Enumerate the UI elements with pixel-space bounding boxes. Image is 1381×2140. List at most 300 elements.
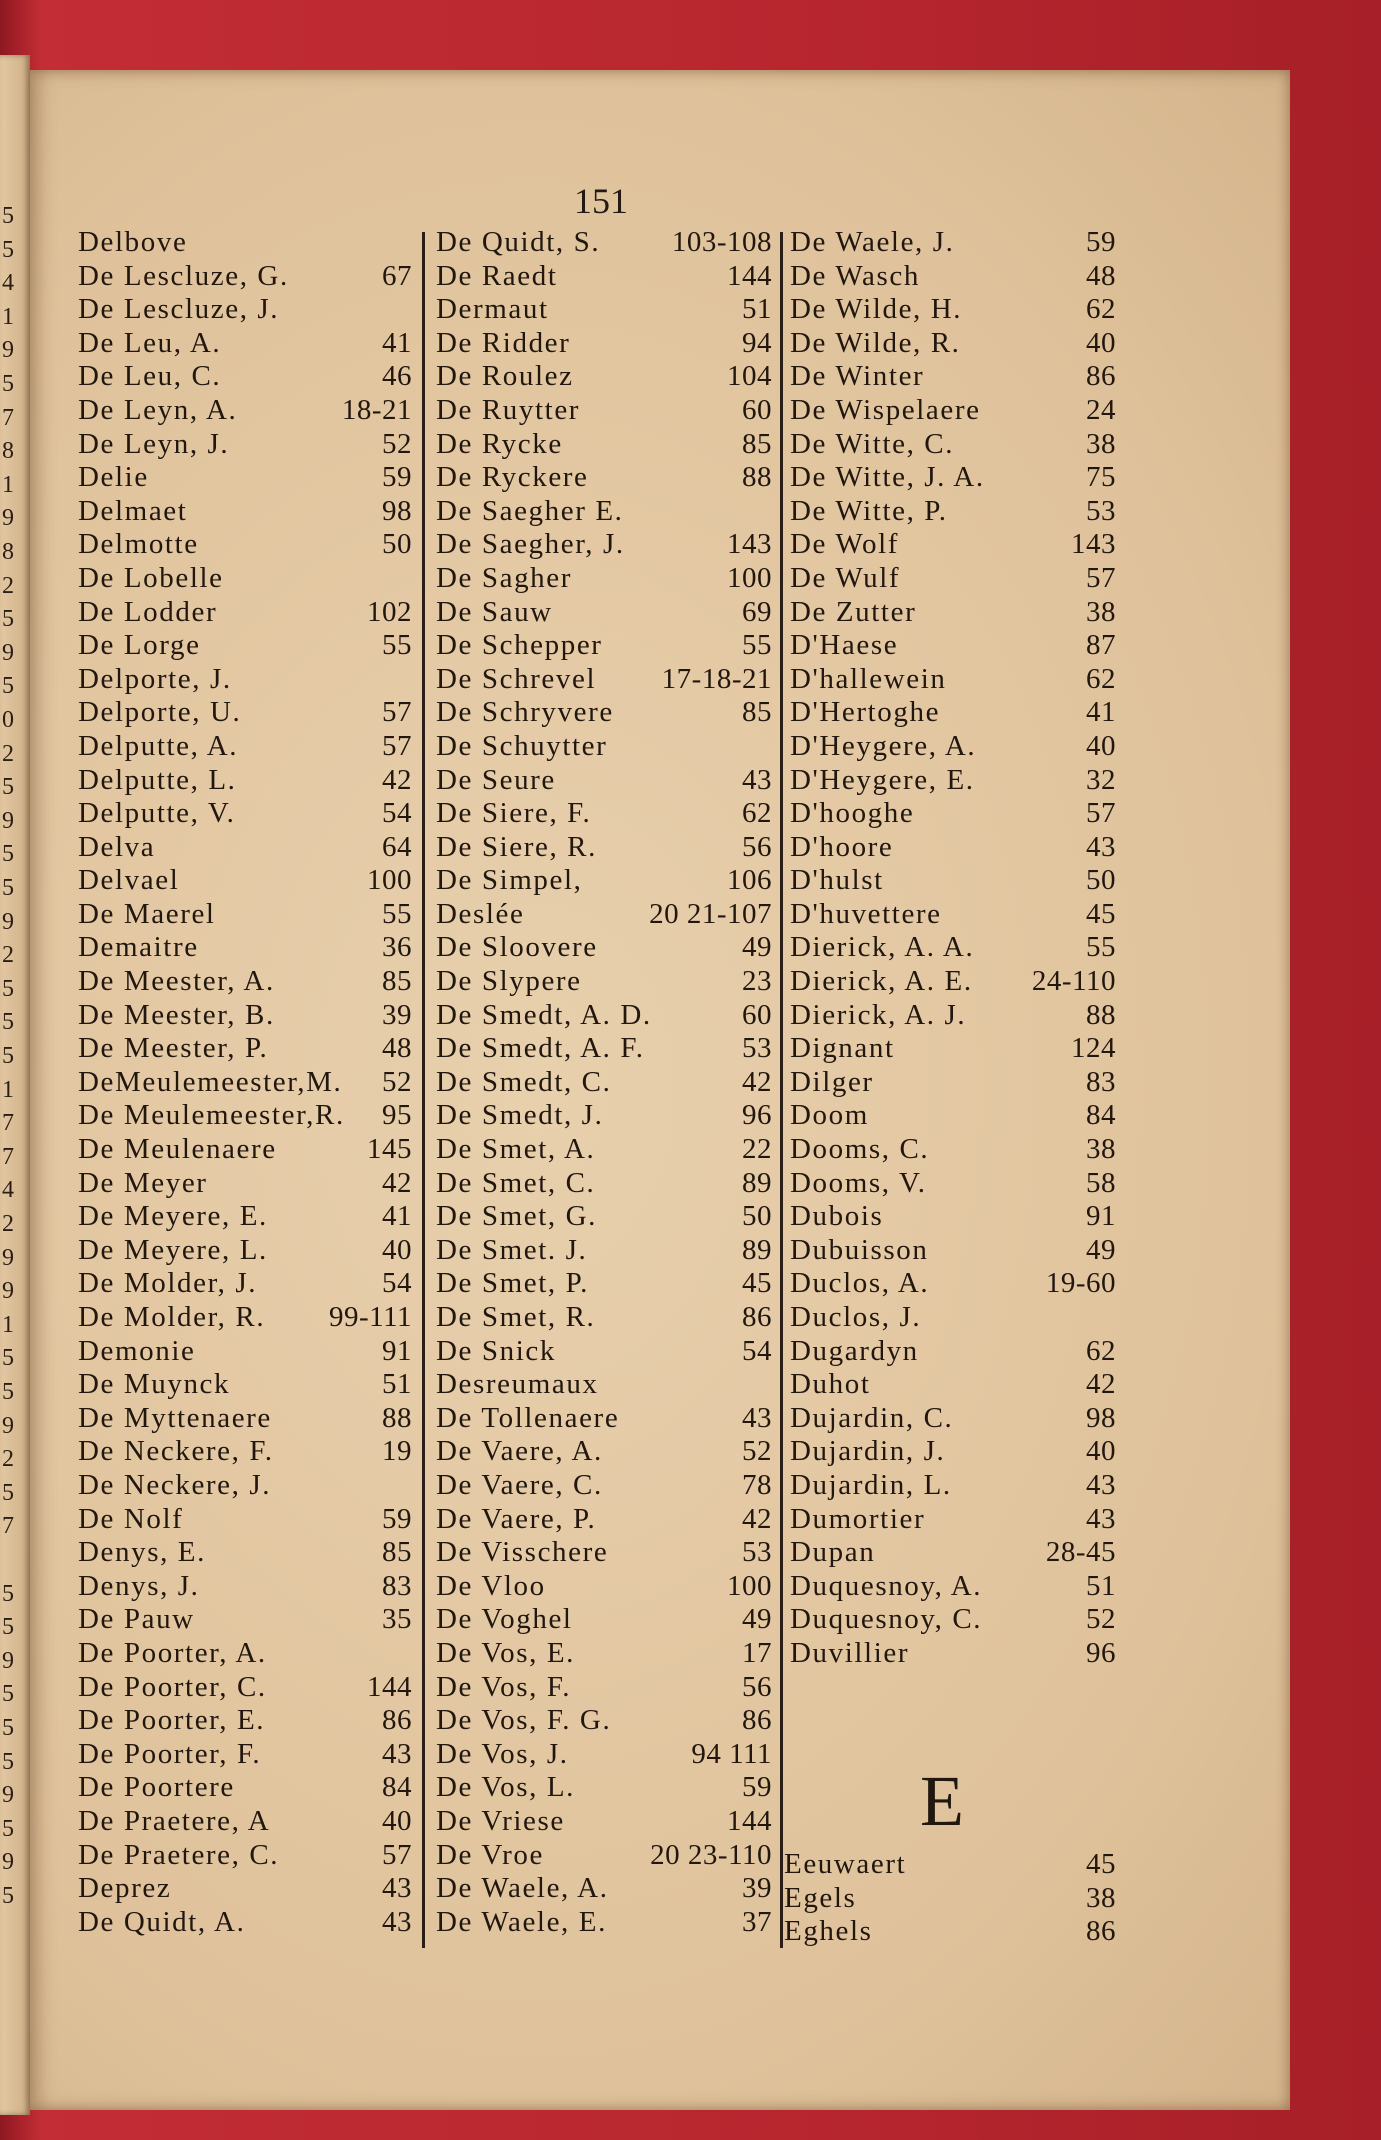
- entry-name: De Neckere, F.: [78, 1435, 274, 1468]
- entry-name: De Lobelle: [78, 561, 224, 594]
- index-entry: [790, 1200, 1116, 1234]
- index-entry: [790, 226, 1116, 260]
- index-entry: [790, 1603, 1116, 1637]
- entry-name: Delva: [78, 830, 156, 863]
- entry-name: Dierick, A. A.: [790, 931, 975, 964]
- entry-page-ref: 57: [382, 1838, 412, 1871]
- entry-page-ref: 86: [1086, 360, 1116, 393]
- entry-page-ref: 100: [727, 1569, 772, 1602]
- index-entry: [436, 495, 772, 529]
- entry-name: Duvillier: [790, 1636, 910, 1669]
- index-entry: [790, 428, 1116, 462]
- entry-name: De Schepper: [436, 629, 603, 662]
- edge-digit: 5: [2, 1883, 14, 1909]
- entry-name: De Smedt, J.: [436, 1099, 604, 1132]
- entry-page-ref: 43: [1086, 1468, 1116, 1501]
- entry-page-ref: 51: [1086, 1569, 1116, 1602]
- entry-name: Delvael: [78, 864, 180, 897]
- entry-name: De Visschere: [436, 1536, 609, 1569]
- entry-name: Delputte, A.: [78, 729, 239, 762]
- entry-page-ref: 53: [742, 1536, 772, 1569]
- index-entry: [78, 764, 412, 798]
- entry-name: De Maerel: [78, 897, 216, 930]
- edge-digit: 1: [2, 1311, 14, 1338]
- entry-name: De Raedt: [436, 259, 558, 292]
- entry-page-ref: 96: [742, 1099, 772, 1132]
- edge-digit: 2: [2, 572, 14, 599]
- edge-digit: 9: [2, 639, 14, 666]
- entry-name: Dierick, A. J.: [790, 998, 967, 1031]
- index-entry: [78, 260, 412, 294]
- index-entry: [790, 562, 1116, 596]
- entry-page-ref: 23: [742, 965, 772, 998]
- index-entry: [78, 1368, 412, 1402]
- entry-name: De Vriese: [436, 1804, 565, 1837]
- entry-name: De Leyn, J.: [78, 427, 230, 460]
- previous-page-edge: [0, 55, 30, 2115]
- index-entry: [78, 730, 412, 764]
- entry-name: De Smedt, A. D.: [436, 998, 652, 1031]
- entry-name: De Sloovere: [436, 931, 598, 964]
- entry-page-ref: 55: [382, 897, 412, 930]
- entry-name: De Molder, R.: [78, 1301, 266, 1333]
- index-entry: [78, 898, 412, 932]
- entry-name: Dierick, A. E.: [790, 965, 973, 998]
- index-entry: [436, 1570, 772, 1604]
- index-entry: [436, 931, 772, 965]
- index-entry: [790, 965, 1116, 999]
- entry-name: De Vloo: [436, 1569, 546, 1602]
- entry-name: Dugardyn: [790, 1334, 919, 1367]
- column-divider-2: [780, 232, 783, 1948]
- entry-name: De Vos, F. G.: [436, 1704, 612, 1737]
- entry-name: De Vos, E.: [436, 1636, 575, 1669]
- edge-digit: 9: [2, 1647, 14, 1674]
- entry-name: Delporte, J.: [78, 662, 232, 695]
- entry-page-ref: 85: [742, 427, 772, 460]
- entry-page-ref: 62: [1086, 1334, 1116, 1367]
- entry-name: Dujardin, L.: [790, 1468, 952, 1501]
- entry-name: De Schrevel: [436, 662, 597, 695]
- entry-name: De Snick: [436, 1334, 556, 1367]
- entry-page-ref: 86: [742, 1301, 772, 1333]
- entry-page-ref: 52: [382, 1065, 412, 1098]
- index-entry: [436, 797, 772, 831]
- index-entry: [78, 1301, 412, 1335]
- entry-name: D'hooghe: [790, 797, 915, 830]
- entry-name: De Meulemeester,R.: [78, 1099, 345, 1132]
- page-number: 151: [574, 181, 628, 221]
- entry-name: Demonie: [78, 1334, 196, 1367]
- index-entry: [78, 1234, 412, 1268]
- entry-page-ref: 144: [727, 259, 772, 292]
- entry-page-ref: 55: [742, 629, 772, 662]
- entry-name: D'Haese: [790, 629, 899, 662]
- edge-digit: 5: [2, 1479, 14, 1506]
- edge-digit: 5: [2, 1043, 14, 1069]
- entry-name: De Lodder: [78, 595, 218, 628]
- index-entry: [790, 764, 1116, 798]
- index-entry: [790, 461, 1116, 495]
- entry-name: Duclos, A.: [790, 1267, 930, 1300]
- entry-page-ref: 37: [742, 1905, 772, 1938]
- index-entry: [790, 260, 1116, 294]
- entry-name: Duquesnoy, A.: [790, 1569, 983, 1602]
- entry-name: D'hoore: [790, 830, 894, 863]
- entry-name: Delie: [78, 461, 149, 494]
- entry-page-ref: 98: [1086, 1401, 1116, 1434]
- entry-page-ref: 41: [382, 326, 412, 359]
- entry-name: De Vaere, P.: [436, 1502, 597, 1535]
- entry-page-ref: 85: [382, 965, 412, 998]
- entry-name: Dooms, V.: [790, 1166, 927, 1199]
- entry-name: De Vaere, A.: [436, 1435, 603, 1468]
- index-entry: [436, 293, 772, 327]
- index-entry: [790, 663, 1116, 697]
- index-entry: [78, 596, 412, 630]
- entry-page-ref: 43: [382, 1737, 412, 1770]
- entry-name: De Meyere, L.: [78, 1233, 268, 1266]
- entry-name: De Wasch: [790, 259, 920, 292]
- entry-name: De Lescluze, G.: [78, 259, 289, 292]
- entry-name: Dumortier: [790, 1502, 926, 1535]
- entry-page-ref: 69: [742, 595, 772, 628]
- index-entry: [78, 226, 412, 260]
- index-entry: [436, 696, 772, 730]
- index-entry: [436, 528, 772, 562]
- entry-page-ref: 100: [727, 561, 772, 594]
- entry-name: De Schuytter: [436, 729, 608, 762]
- entry-name: De Sauw: [436, 595, 553, 628]
- edge-digit: 5: [2, 1580, 14, 1607]
- entry-name: Delputte, L.: [78, 763, 237, 796]
- index-entry: [78, 1906, 412, 1940]
- entry-name: De Leyn, A.: [78, 393, 238, 426]
- entry-name: Dujardin, J.: [790, 1435, 946, 1468]
- entry-name: De Saegher E.: [436, 494, 624, 527]
- index-entry: [78, 360, 412, 394]
- entry-name: De Wispelaere: [790, 393, 981, 426]
- index-entry: [436, 1536, 772, 1570]
- index-entry: [790, 696, 1116, 730]
- entry-name: De Vroe: [436, 1838, 544, 1871]
- entry-page-ref: 52: [1086, 1603, 1116, 1636]
- entry-page-ref: 50: [742, 1200, 772, 1233]
- entry-page-ref: 24-110: [1031, 965, 1116, 998]
- entry-name: De Pauw: [78, 1603, 195, 1636]
- index-entry: [78, 1704, 412, 1738]
- entry-name: Dubuisson: [790, 1233, 929, 1266]
- entry-name: De Slypere: [436, 965, 582, 998]
- entry-name: Dupan: [790, 1536, 876, 1569]
- entry-page-ref: 57: [1086, 561, 1116, 594]
- edge-digit: 2: [2, 740, 14, 767]
- entry-page-ref: 59: [382, 1502, 412, 1535]
- entry-name: De Schryvere: [436, 696, 614, 729]
- entry-name: De Quidt, A.: [78, 1905, 246, 1938]
- entry-name: De Meyere, E.: [78, 1200, 268, 1233]
- entry-name: Deprez: [78, 1872, 172, 1905]
- entry-page-ref: 62: [1086, 662, 1116, 695]
- index-entry: [78, 528, 412, 562]
- entry-page-ref: 19-60: [1045, 1267, 1116, 1300]
- entry-page-ref: 45: [1086, 1848, 1116, 1880]
- entry-name: Deslée: [436, 897, 525, 930]
- edge-digit: 1: [2, 471, 14, 498]
- entry-name: De Poorter, F.: [78, 1737, 262, 1770]
- entry-name: De Quidt, S.: [436, 226, 601, 258]
- entry-page-ref: 42: [382, 763, 412, 796]
- entry-page-ref: 17-18-21: [661, 662, 772, 695]
- index-entry: [78, 663, 412, 697]
- entry-name: Eeuwaert: [784, 1848, 907, 1880]
- index-entry: [78, 1536, 412, 1570]
- index-entry: [436, 1839, 772, 1873]
- index-entry: [436, 226, 772, 260]
- entry-page-ref: 57: [1086, 797, 1116, 830]
- index-entry: [436, 461, 772, 495]
- entry-name: D'Heygere, A.: [790, 729, 977, 762]
- entry-name: De Ridder: [436, 326, 571, 359]
- entry-name: De Waele, E.: [436, 1905, 607, 1938]
- entry-page-ref: 42: [742, 1065, 772, 1098]
- entry-page-ref: 62: [742, 797, 772, 830]
- edge-digit: 9: [2, 1244, 14, 1271]
- index-entry: [436, 360, 772, 394]
- entry-page-ref: 85: [382, 1536, 412, 1569]
- index-entry: [790, 831, 1116, 865]
- entry-name: De Seure: [436, 763, 556, 796]
- edge-digit: 5: [2, 203, 14, 229]
- entry-name: De Smet, A.: [436, 1133, 596, 1166]
- entry-name: De Poortere: [78, 1771, 235, 1804]
- entry-page-ref: 54: [382, 797, 412, 830]
- edge-digit: 7: [2, 1110, 14, 1137]
- index-entry: [436, 1402, 772, 1436]
- index-entry: [436, 663, 772, 697]
- entry-page-ref: 104: [727, 360, 772, 393]
- index-entry: [790, 1536, 1116, 1570]
- entry-name: Doom: [790, 1099, 869, 1132]
- entry-name: Egels: [784, 1881, 857, 1914]
- entry-name: Delporte, U.: [78, 696, 242, 729]
- entry-name: Duclos, J.: [790, 1301, 922, 1333]
- entry-page-ref: 100: [367, 864, 412, 897]
- index-entry: [78, 1805, 412, 1839]
- entry-name: Delbove: [78, 226, 188, 258]
- edge-digit: 9: [2, 1278, 14, 1305]
- edge-digit: 4: [2, 270, 14, 297]
- entry-page-ref: 24: [1086, 393, 1116, 426]
- index-entry: [78, 696, 412, 730]
- entry-name: De Lescluze, J.: [78, 293, 280, 326]
- section-letter-e: E: [920, 1761, 964, 1841]
- entry-name: De Praetere, A: [78, 1804, 271, 1837]
- entry-page-ref: 67: [382, 259, 412, 292]
- edge-digit: 8: [2, 539, 14, 565]
- entry-page-ref: 84: [382, 1771, 412, 1804]
- entry-page-ref: 49: [1086, 1233, 1116, 1266]
- entry-name: De Smet, R.: [436, 1301, 596, 1333]
- entry-page-ref: 84: [1086, 1099, 1116, 1132]
- entry-page-ref: 58: [1086, 1166, 1116, 1199]
- entry-name: D'hulst: [790, 864, 884, 897]
- entry-name: De Ryckere: [436, 461, 589, 494]
- entry-page-ref: 144: [727, 1804, 772, 1837]
- index-entry: [78, 931, 412, 965]
- entry-page-ref: 39: [742, 1872, 772, 1905]
- index-entry: [790, 1099, 1116, 1133]
- index-entry: [78, 1637, 412, 1671]
- index-entry: [790, 1335, 1116, 1369]
- index-entry: [790, 931, 1116, 965]
- entry-page-ref: 53: [1086, 494, 1116, 527]
- index-entry: [790, 1637, 1116, 1671]
- entry-name: Duquesnoy, C.: [790, 1603, 983, 1636]
- index-entry: [790, 495, 1116, 529]
- index-entry: [436, 1032, 772, 1066]
- entry-name: Eghels: [784, 1915, 873, 1948]
- index-entry: [78, 562, 412, 596]
- index-entry: [78, 1167, 412, 1201]
- entry-name: De Siere, F.: [436, 797, 592, 830]
- entry-name: Duhot: [790, 1368, 871, 1401]
- entry-name: De Vaere, C.: [436, 1468, 603, 1501]
- entry-page-ref: 55: [382, 629, 412, 662]
- edge-digit: 1: [2, 303, 14, 330]
- index-entry: [78, 1839, 412, 1873]
- entry-page-ref: 143: [727, 528, 772, 561]
- index-entry: [78, 831, 412, 865]
- index-entry: [790, 1503, 1116, 1537]
- entry-page-ref: 36: [382, 931, 412, 964]
- entry-name: De Wilde, H.: [790, 293, 963, 326]
- index-entry: [436, 965, 772, 999]
- index-entry: [436, 898, 772, 932]
- index-entry: [436, 428, 772, 462]
- index-entry: [790, 327, 1116, 361]
- index-entry: [436, 327, 772, 361]
- entry-page-ref: 88: [382, 1401, 412, 1434]
- entry-page-ref: 89: [742, 1233, 772, 1266]
- index-entry: [790, 1402, 1116, 1436]
- entry-name: Dooms, C.: [790, 1133, 930, 1166]
- index-entry: [78, 1335, 412, 1369]
- column-divider-1: [422, 232, 425, 1948]
- index-entry: [790, 797, 1116, 831]
- edge-digit: 2: [2, 942, 14, 969]
- entry-page-ref: 42: [382, 1166, 412, 1199]
- entry-name: De Vos, F.: [436, 1670, 572, 1703]
- index-entry: [436, 1435, 772, 1469]
- entry-page-ref: 94: [742, 326, 772, 359]
- index-entry: [78, 1771, 412, 1805]
- entry-page-ref: 48: [382, 1032, 412, 1065]
- entry-page-ref: 59: [742, 1771, 772, 1804]
- index-column-1: [78, 226, 412, 1939]
- index-entry: [784, 1915, 1116, 1949]
- index-entry: [436, 999, 772, 1033]
- entry-name: De Meester, P.: [78, 1032, 269, 1065]
- edge-digit: 7: [2, 1513, 14, 1540]
- entry-name: De Sagher: [436, 561, 572, 594]
- index-entry: [790, 999, 1116, 1033]
- index-entry: [436, 1671, 772, 1705]
- entry-name: De Voghel: [436, 1603, 573, 1636]
- entry-page-ref: 20 23-110: [650, 1838, 772, 1871]
- edge-digit: 5: [2, 1748, 14, 1775]
- index-entry: [436, 730, 772, 764]
- edge-digit: 9: [2, 1412, 14, 1439]
- entry-page-ref: 43: [1086, 830, 1116, 863]
- edge-digit: 5: [2, 371, 14, 397]
- entry-page-ref: 98: [382, 494, 412, 527]
- index-entry: [436, 831, 772, 865]
- edge-digit: 7: [2, 1143, 14, 1170]
- edge-digit: 5: [2, 673, 14, 700]
- edge-digit: 5: [2, 236, 14, 263]
- entry-name: Dujardin, C.: [790, 1401, 954, 1434]
- index-entry: [790, 1469, 1116, 1503]
- index-section-e: [784, 1848, 1116, 1949]
- entry-name: De Winter: [790, 360, 925, 393]
- entry-page-ref: 62: [1086, 293, 1116, 326]
- entry-page-ref: 38: [1086, 1881, 1116, 1914]
- index-entry: [790, 1167, 1116, 1201]
- entry-page-ref: 46: [382, 360, 412, 393]
- entry-name: De Waele, J.: [790, 226, 955, 258]
- index-entry: [436, 1738, 772, 1772]
- index-entry: [790, 528, 1116, 562]
- edge-digit: 9: [2, 337, 14, 364]
- entry-page-ref: 96: [1086, 1636, 1116, 1669]
- entry-page-ref: 89: [742, 1166, 772, 1199]
- entry-name: D'Heygere, E.: [790, 763, 975, 796]
- entry-name: De Poorter, A.: [78, 1636, 267, 1669]
- index-entry: [78, 327, 412, 361]
- edge-digit: 7: [2, 404, 14, 431]
- entry-name: De Meulenaere: [78, 1133, 277, 1166]
- edge-digit: 0: [2, 707, 14, 733]
- entry-page-ref: 64: [382, 830, 412, 863]
- entry-page-ref: 91: [382, 1334, 412, 1367]
- index-entry: [436, 1872, 772, 1906]
- entry-page-ref: 144: [367, 1670, 412, 1703]
- entry-name: De Meester, B.: [78, 998, 275, 1031]
- entry-page-ref: 42: [742, 1502, 772, 1535]
- entry-name: De Poorter, C.: [78, 1670, 267, 1703]
- index-entry: [790, 864, 1116, 898]
- index-entry: [78, 1066, 412, 1100]
- edge-digit: 5: [2, 774, 14, 801]
- entry-name: Demaitre: [78, 931, 199, 964]
- entry-name: De Ruytter: [436, 393, 581, 426]
- index-entry: [436, 1805, 772, 1839]
- index-entry: [436, 1234, 772, 1268]
- entry-page-ref: 49: [742, 1603, 772, 1636]
- entry-page-ref: 54: [382, 1267, 412, 1300]
- index-entry: [78, 1099, 412, 1133]
- index-entry: [790, 730, 1116, 764]
- entry-name: De Wolf: [790, 528, 900, 561]
- entry-page-ref: 91: [1086, 1200, 1116, 1233]
- entry-page-ref: 43: [382, 1905, 412, 1938]
- edge-digit: 9: [2, 1782, 14, 1809]
- entry-page-ref: 56: [742, 1670, 772, 1703]
- index-entry: [78, 1133, 412, 1167]
- entry-page-ref: 40: [1086, 326, 1116, 359]
- index-entry: [436, 1099, 772, 1133]
